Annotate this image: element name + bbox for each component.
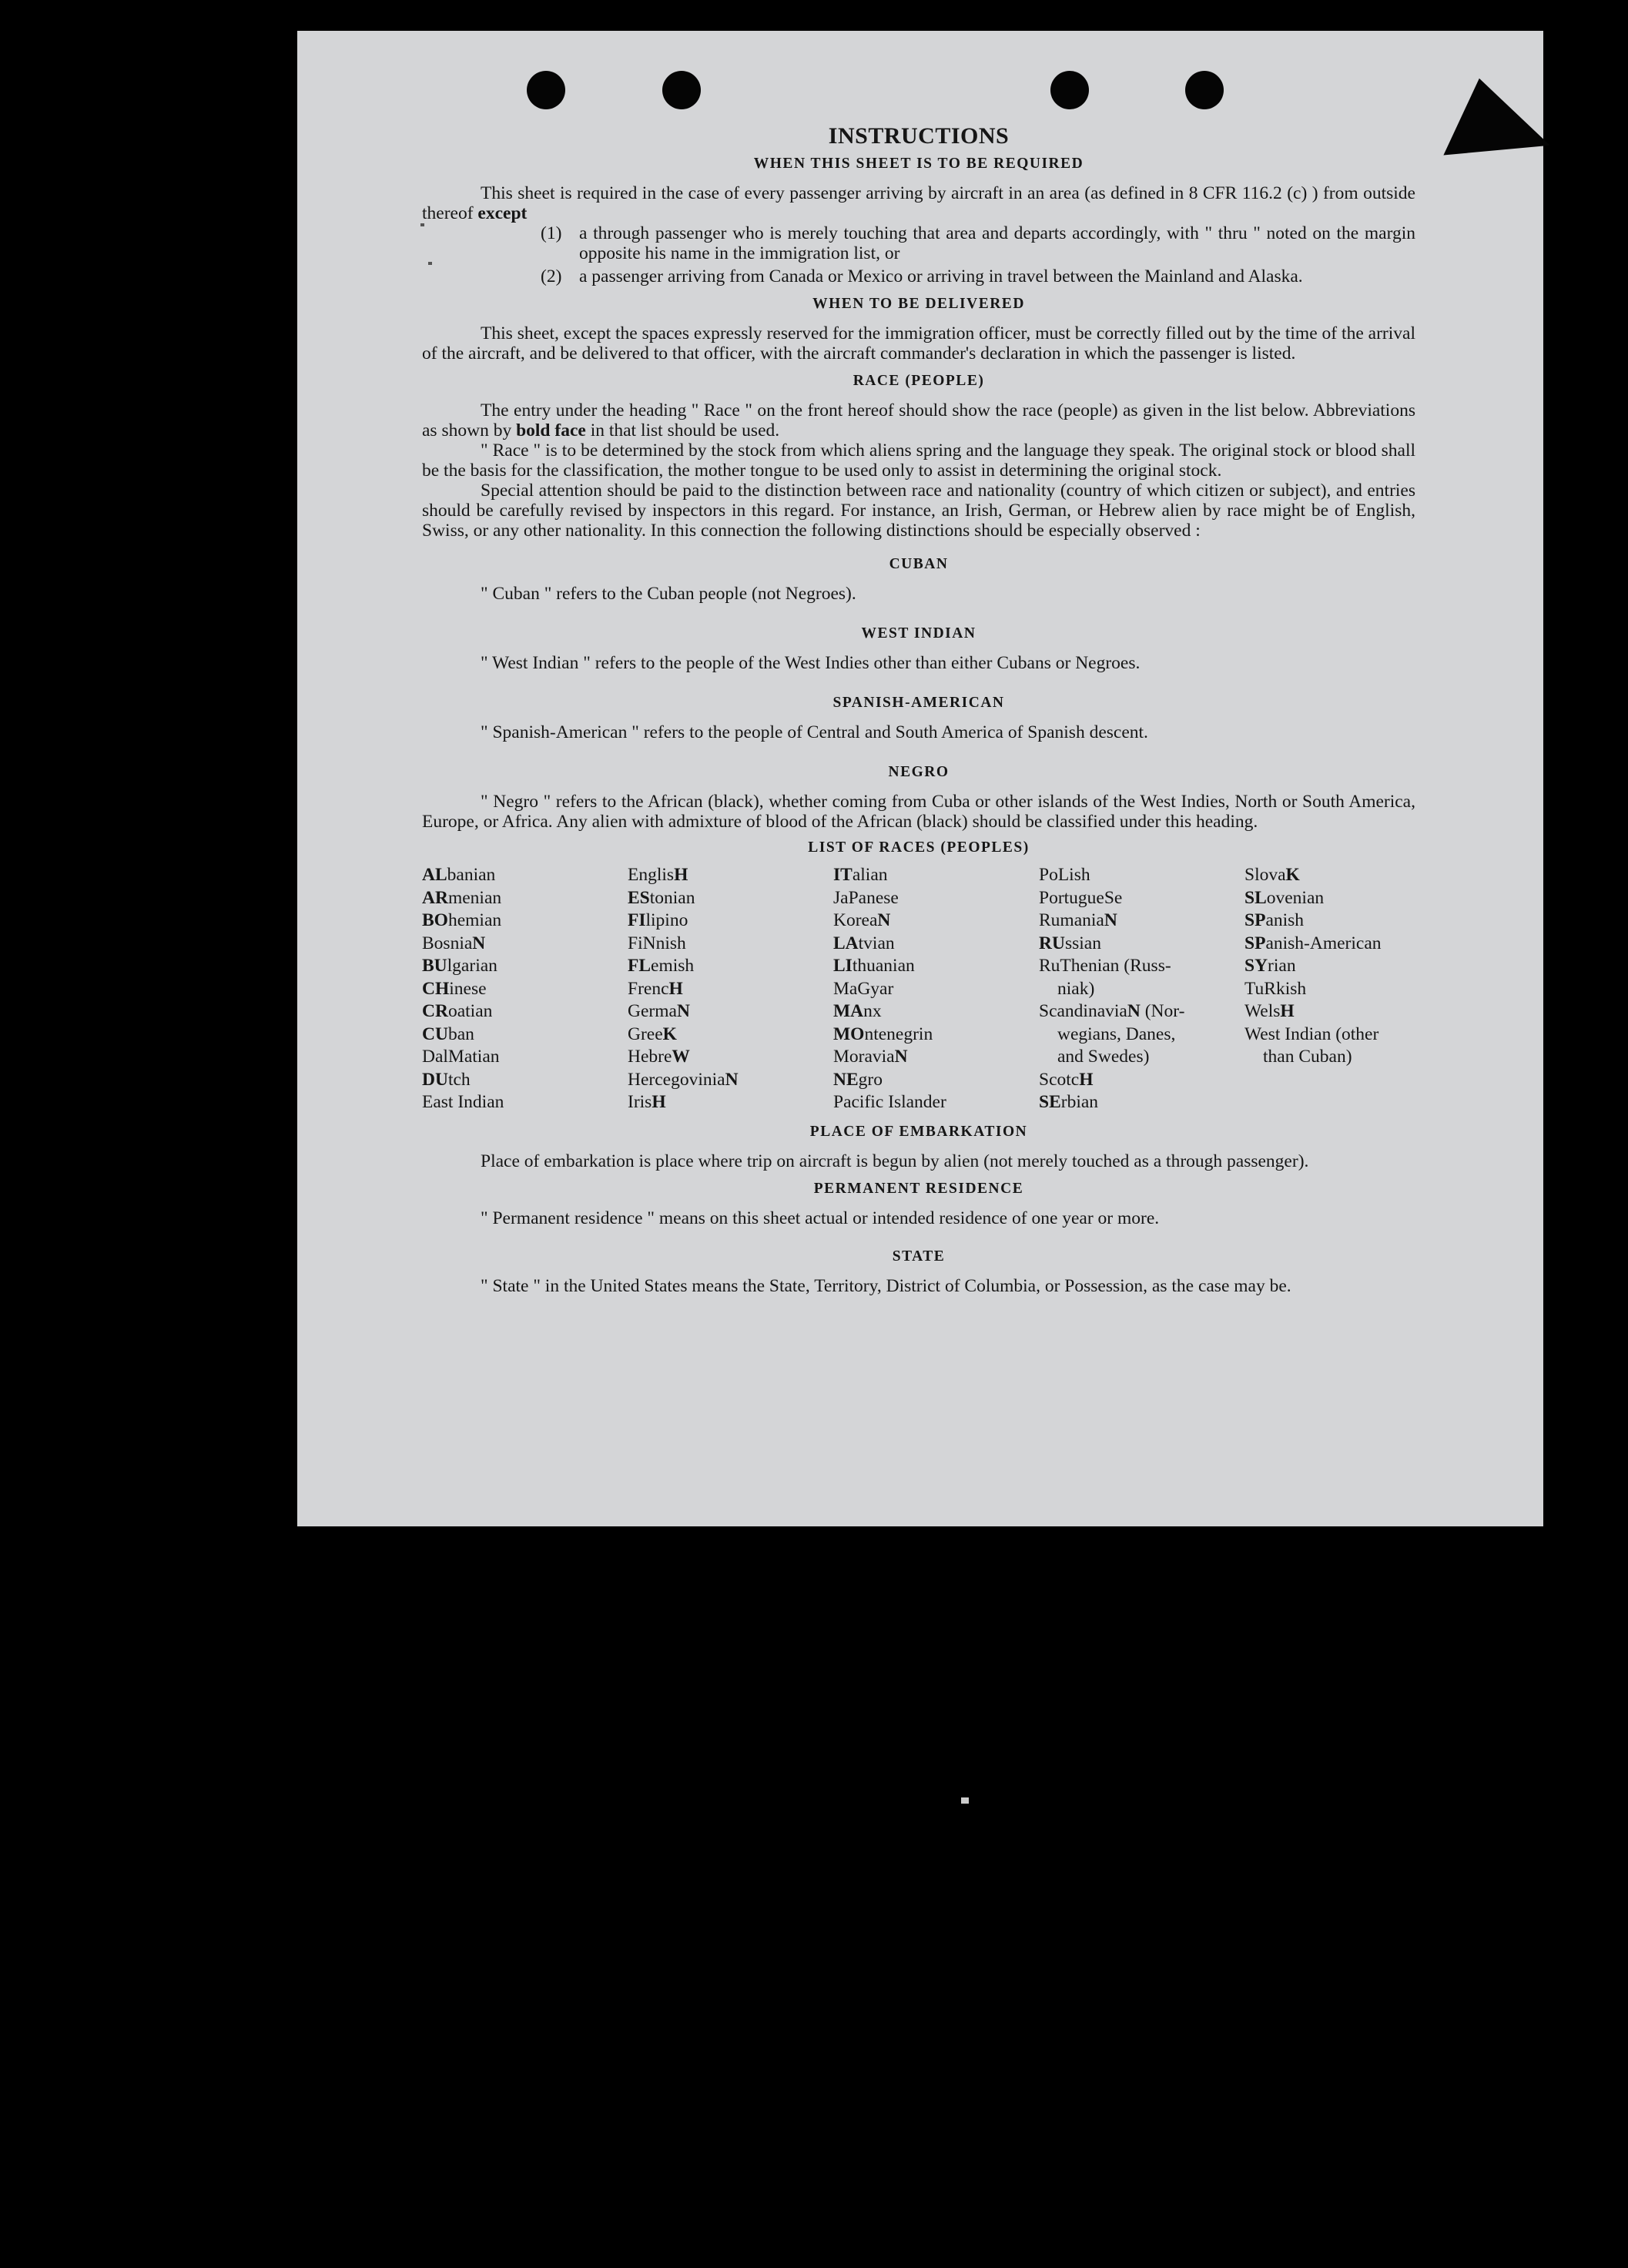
race-entry — [422, 910, 628, 933]
race-name: West Indian (other — [1244, 1023, 1379, 1044]
race-entry — [1244, 955, 1415, 978]
race-name: RuThenian (Russ- — [1039, 956, 1171, 976]
race-abbrev: H — [1280, 1001, 1295, 1021]
race-name: JaPanese — [833, 887, 899, 908]
race-entry — [1244, 1046, 1415, 1069]
print-speck — [420, 223, 424, 226]
instruction-sheet — [297, 31, 1543, 1526]
race-abbrev: K — [1285, 865, 1300, 885]
race-name: menian — [447, 887, 502, 908]
heading-race: RACE (PEOPLE) — [853, 373, 985, 389]
race-name: Bosnia — [422, 933, 473, 953]
race-entry — [1244, 910, 1415, 933]
race-entry — [1244, 864, 1415, 887]
residence-text: " Permanent residence " means on this sheet actual or intended residence of one year or more. — [481, 1208, 1160, 1228]
race-entry — [628, 864, 833, 887]
race-entry — [628, 910, 833, 933]
race-abbrev: LI — [833, 956, 853, 976]
race-entry — [422, 1023, 628, 1047]
race-entry — [628, 1069, 833, 1092]
west-indian-text: " West Indian " refers to the people of the West Indies other than either Cubans or Negroes. — [481, 653, 1141, 673]
race-abbrev: FL — [628, 956, 652, 976]
heading-state: STATE — [892, 1248, 946, 1265]
race-name: Wels — [1244, 1001, 1281, 1021]
race-entry — [833, 955, 1039, 978]
race-entry — [422, 1069, 628, 1092]
race-entry — [1244, 933, 1415, 956]
race-name: Hebre — [628, 1047, 672, 1067]
race-name: alian — [852, 865, 888, 885]
race-entry — [628, 1046, 833, 1069]
race-name: MaGyar — [833, 978, 894, 999]
race-abbrev: H — [668, 978, 683, 999]
race-abbrev: N — [725, 1069, 739, 1090]
race-entry — [1039, 864, 1244, 887]
heading-list-of-races: LIST OF RACES (PEOPLES) — [808, 839, 1030, 856]
race-entry — [628, 955, 833, 978]
race-entry — [1039, 1000, 1244, 1023]
race-entry — [1039, 1091, 1244, 1114]
race-name: Rumania — [1039, 910, 1104, 930]
race-abbrev: CH — [422, 978, 450, 999]
race-abbrev: BO — [422, 910, 448, 930]
race-entry — [1039, 955, 1244, 978]
torn-corner — [1443, 79, 1563, 194]
heading-negro: NEGRO — [888, 764, 950, 780]
race-name: inese — [449, 978, 487, 999]
race-name: and Swedes) — [1057, 1047, 1150, 1067]
races-column — [422, 864, 628, 1114]
races-column — [1244, 864, 1415, 1114]
race-name-suffix: (Nor- — [1140, 1001, 1185, 1021]
race-abbrev: H — [674, 865, 688, 885]
race-name: niak) — [1057, 978, 1095, 999]
race-abbrev: NE — [833, 1069, 859, 1090]
race-abbrev: H — [652, 1092, 666, 1112]
punch-hole — [527, 71, 565, 109]
exception-item: (1) a through passenger who is merely touching that area and departs accordingly, with " thru " noted on the margin opposite his name in the immigration list, or — [541, 223, 1415, 263]
race-name: banian — [447, 865, 496, 885]
races-table — [422, 864, 1415, 1114]
race-abbrev: K — [662, 1023, 677, 1044]
race-abbrev: N — [894, 1047, 908, 1067]
race-entry — [833, 978, 1039, 1001]
race-name: ntenegrin — [864, 1023, 933, 1044]
race-abbrev: DU — [422, 1069, 448, 1090]
race-abbrev: N — [472, 933, 486, 953]
race-abbrev: H — [1079, 1069, 1094, 1090]
race-name: Hercegovinia — [628, 1069, 725, 1090]
race-abbrev: MO — [833, 1023, 865, 1044]
race-abbrev: LA — [833, 933, 859, 953]
race-entry — [422, 978, 628, 1001]
race-entry — [628, 933, 833, 956]
heading-cuban: CUBAN — [889, 556, 949, 572]
races-column — [1039, 864, 1244, 1114]
race-paragraph-3: Special attention should be paid to the distinction between race and nationality (country of which citizen or subject), and entries should be carefully revised by inspectors in this regard. For instance, an Irish, German, or Hebrew alien by race might be of English, Swiss, or any other nationality. In this connection the following distinctions should be especially observed : — [422, 481, 1415, 541]
race-entry — [1039, 978, 1244, 1001]
race-entry — [1244, 1023, 1415, 1047]
race-name: tvian — [858, 933, 895, 953]
race-entry — [1244, 1000, 1415, 1023]
race-entry — [833, 933, 1039, 956]
race-name: Pacific Islander — [833, 1092, 946, 1112]
race-name: ovenian — [1266, 887, 1325, 908]
race-name: lipino — [645, 910, 688, 930]
race-name: DalMatian — [422, 1047, 500, 1067]
race-name: than Cuban) — [1263, 1047, 1352, 1067]
heading-embarkation: PLACE OF EMBARKATION — [809, 1123, 1028, 1140]
delivered-text: This sheet, except the spaces expressly reserved for the immigration officer, must be correctly filled out by the time of the arrival of the aircraft, and be delivered to that officer, with the aircraft commander's declaration in which the passenger is listed. — [422, 323, 1415, 363]
race-entry — [422, 955, 628, 978]
race-entry — [628, 1023, 833, 1047]
heading-west-indian: WEST INDIAN — [861, 625, 976, 642]
race-abbrev: N — [1104, 910, 1117, 930]
race-entry — [422, 1000, 628, 1023]
race-entry — [422, 1046, 628, 1069]
race-entry — [422, 864, 628, 887]
race-name: anish-American — [1265, 933, 1382, 953]
state-text: " State " in the United States means the State, Territory, District of Columbia, or Possession, as the case may be. — [481, 1275, 1291, 1296]
race-abbrev: RU — [1039, 933, 1065, 953]
race-entry — [1039, 910, 1244, 933]
race-abbrev: W — [672, 1047, 690, 1067]
document-title: INSTRUCTIONS — [828, 123, 1010, 149]
print-speck — [428, 262, 432, 265]
punch-hole — [1185, 71, 1224, 109]
race-name: Slova — [1244, 865, 1286, 885]
race-paragraph-2: " Race " is to be determined by the stock from which aliens spring and the language they speak. The original stock or blood shall be the basis for the classification, the mother tongue to be used only to assist in determining the original stock. — [422, 441, 1415, 481]
required-intro: This sheet is required in the case of every passenger arriving by aircraft in an area (as defined in 8 CFR 116.2 (c) ) from outside thereof except — [422, 183, 1415, 223]
negro-text: " Negro " refers to the African (black), whether coming from Cuba or other islands of the West Indies, North or South America, Europe, or Africa. Any alien with admixture of blood of the African (black) should be classified under this heading. — [422, 792, 1415, 832]
embarkation-text: Place of embarkation is place where trip on aircraft is begun by alien (not merely touched as a through passenger). — [481, 1151, 1309, 1171]
race-name: PoLish — [1039, 865, 1090, 885]
race-name: Scandinavia — [1039, 1001, 1127, 1021]
race-entry — [833, 1091, 1039, 1114]
race-name: TuRkish — [1244, 978, 1307, 999]
race-name: Korea — [833, 910, 878, 930]
race-abbrev: IT — [833, 865, 853, 885]
race-name: wegians, Danes, — [1057, 1023, 1176, 1044]
race-name: nx — [863, 1001, 882, 1021]
race-entry — [833, 1000, 1039, 1023]
race-entry — [422, 887, 628, 910]
race-entry — [1039, 933, 1244, 956]
race-abbrev: SE — [1039, 1092, 1061, 1112]
spanish-american-text: " Spanish-American " refers to the people of Central and South America of Spanish descent. — [481, 722, 1148, 742]
race-name: oatian — [447, 1001, 493, 1021]
races-column — [833, 864, 1039, 1114]
race-name: Germa — [628, 1001, 677, 1021]
race-entry — [1039, 1069, 1244, 1092]
cuban-text: " Cuban " refers to the Cuban people (not Negroes). — [481, 584, 856, 604]
race-name: Iris — [628, 1092, 652, 1112]
race-name: Frenc — [628, 978, 669, 999]
race-name: gro — [858, 1069, 883, 1090]
document-body — [422, 123, 1415, 1296]
race-entry — [833, 1023, 1039, 1047]
race-entry — [422, 1091, 628, 1114]
race-abbrev: N — [1127, 1001, 1141, 1021]
race-abbrev: N — [877, 910, 891, 930]
race-name: rbian — [1060, 1092, 1099, 1112]
race-entry — [422, 933, 628, 956]
race-entry — [833, 1046, 1039, 1069]
stray-mark — [961, 1797, 969, 1804]
race-entry — [833, 1069, 1039, 1092]
race-entry — [833, 864, 1039, 887]
race-abbrev: MA — [833, 1001, 864, 1021]
race-entry — [628, 978, 833, 1001]
race-name: FiNnish — [628, 933, 686, 953]
race-entry — [1244, 978, 1415, 1001]
race-name: lgarian — [447, 956, 497, 976]
race-paragraph-1: The entry under the heading " Race " on the front hereof should show the race (people) as given in the list below. Abbreviations as shown by bold face in that list should be used. — [422, 400, 1415, 441]
races-column — [628, 864, 833, 1114]
race-abbrev: AR — [422, 887, 448, 908]
race-name: ssian — [1064, 933, 1101, 953]
race-entry — [1039, 1046, 1244, 1069]
race-name: East Indian — [422, 1092, 504, 1112]
race-name: tonian — [649, 887, 695, 908]
race-name: Scotc — [1039, 1069, 1080, 1090]
heading-delivered: WHEN TO BE DELIVERED — [812, 296, 1025, 312]
race-name: hemian — [447, 910, 502, 930]
race-name: rian — [1268, 956, 1296, 976]
race-entry — [1039, 887, 1244, 910]
race-name: thuanian — [852, 956, 915, 976]
race-abbrev: FI — [628, 910, 646, 930]
race-entry — [628, 1000, 833, 1023]
race-abbrev: SP — [1244, 910, 1266, 930]
race-name: PortugueSe — [1039, 887, 1123, 908]
race-name: Moravia — [833, 1047, 895, 1067]
race-name: ban — [447, 1023, 474, 1044]
heading-residence: PERMANENT RESIDENCE — [813, 1180, 1024, 1197]
race-abbrev: SY — [1244, 956, 1268, 976]
race-abbrev: N — [676, 1001, 690, 1021]
race-name: tch — [447, 1069, 471, 1090]
punch-hole — [662, 71, 701, 109]
race-entry — [1244, 887, 1415, 910]
race-entry — [833, 910, 1039, 933]
race-name: Gree — [628, 1023, 663, 1044]
race-abbrev: SP — [1244, 933, 1266, 953]
race-entry — [833, 887, 1039, 910]
heading-spanish-american: SPANISH-AMERICAN — [832, 695, 1005, 711]
race-abbrev: CR — [422, 1001, 448, 1021]
race-abbrev: SL — [1244, 887, 1267, 908]
race-name: emish — [651, 956, 695, 976]
race-entry — [628, 1091, 833, 1114]
exception-item: (2) a passenger arriving from Canada or Mexico or arriving in travel between the Mainland and Alaska. — [541, 266, 1303, 286]
race-abbrev: CU — [422, 1023, 448, 1044]
punch-hole — [1050, 71, 1089, 109]
race-abbrev: ES — [628, 887, 650, 908]
heading-required: WHEN THIS SHEET IS TO BE REQUIRED — [753, 156, 1084, 172]
race-entry — [628, 887, 833, 910]
race-abbrev: BU — [422, 956, 447, 976]
race-entry — [1039, 1023, 1244, 1047]
race-name: Englis — [628, 865, 675, 885]
race-name: anish — [1265, 910, 1305, 930]
race-abbrev: AL — [422, 865, 447, 885]
